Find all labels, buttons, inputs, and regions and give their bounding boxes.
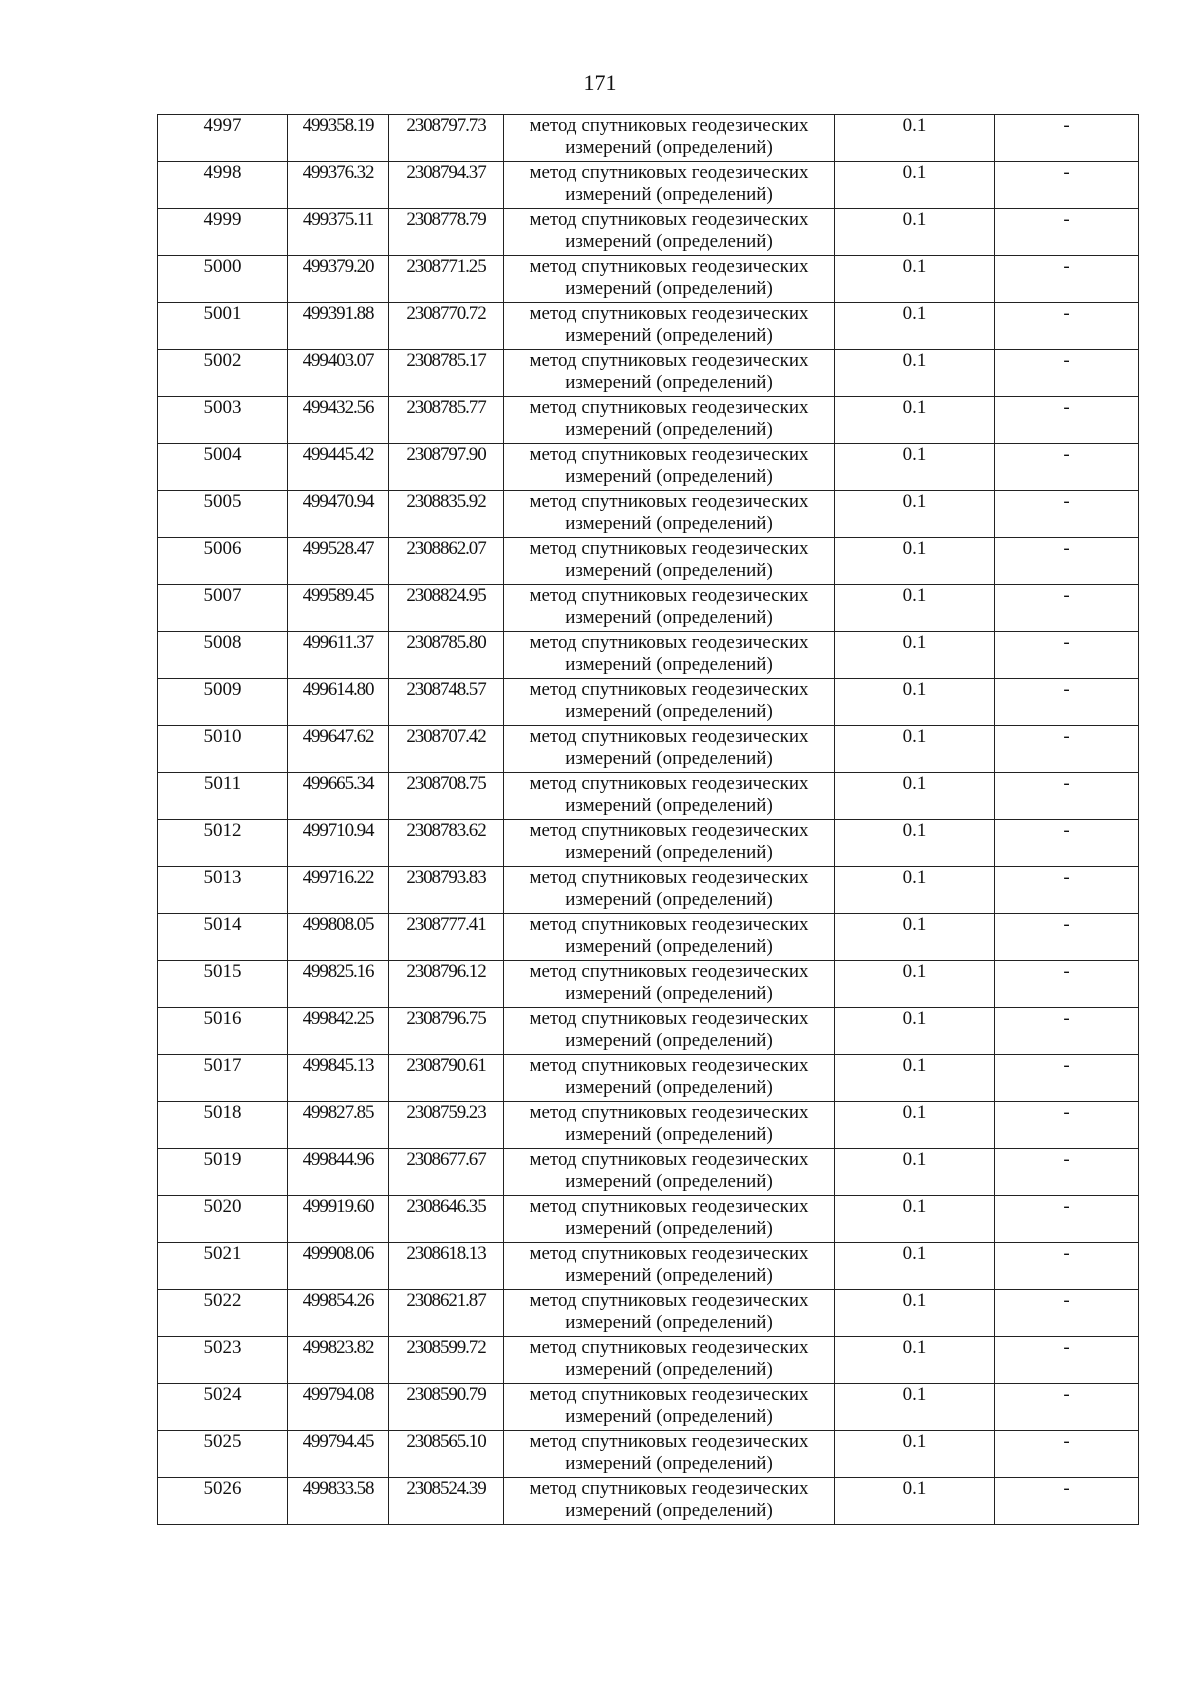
method-cell bbox=[504, 538, 835, 585]
x-coordinate-cell: 499919.60 bbox=[288, 1196, 389, 1243]
point-number-cell: 5016 bbox=[158, 1008, 288, 1055]
accuracy-cell: 0.1 bbox=[835, 397, 995, 444]
accuracy-cell: 0.1 bbox=[835, 1290, 995, 1337]
y-coordinate-cell: 2308708.75 bbox=[389, 773, 504, 820]
point-number-cell: 5020 bbox=[158, 1196, 288, 1243]
method-cell bbox=[504, 1102, 835, 1149]
method-line-1: метод спутниковых геодезических bbox=[529, 585, 809, 606]
y-coordinate-cell: 2308677.67 bbox=[389, 1149, 504, 1196]
method-cell bbox=[504, 256, 835, 303]
extra-cell: - bbox=[995, 209, 1139, 256]
y-coordinate-cell: 2308621.87 bbox=[389, 1290, 504, 1337]
extra-cell: - bbox=[995, 914, 1139, 961]
y-coordinate-cell: 2308599.72 bbox=[389, 1337, 504, 1384]
point-number-cell: 4999 bbox=[158, 209, 288, 256]
extra-cell: - bbox=[995, 444, 1139, 491]
table-row bbox=[158, 773, 1139, 820]
accuracy-cell: 0.1 bbox=[835, 820, 995, 867]
point-number-cell: 5008 bbox=[158, 632, 288, 679]
accuracy-cell: 0.1 bbox=[835, 585, 995, 632]
method-line-1: метод спутниковых геодезических bbox=[529, 1478, 809, 1499]
method-line-2: измерений (определений) bbox=[565, 936, 773, 957]
method-line-2: измерений (определений) bbox=[565, 1312, 773, 1333]
method-line-1: метод спутниковых геодезических bbox=[529, 1008, 809, 1029]
accuracy-cell: 0.1 bbox=[835, 961, 995, 1008]
x-coordinate-cell: 499908.06 bbox=[288, 1243, 389, 1290]
extra-cell: - bbox=[995, 1478, 1139, 1525]
table-row bbox=[158, 397, 1139, 444]
point-number-cell: 5007 bbox=[158, 585, 288, 632]
accuracy-cell: 0.1 bbox=[835, 914, 995, 961]
table-row bbox=[158, 491, 1139, 538]
extra-cell: - bbox=[995, 1384, 1139, 1431]
extra-cell: - bbox=[995, 162, 1139, 209]
table-row bbox=[158, 1431, 1139, 1478]
extra-cell: - bbox=[995, 397, 1139, 444]
method-line-2: измерений (определений) bbox=[565, 983, 773, 1004]
method-cell bbox=[504, 585, 835, 632]
method-line-1: метод спутниковых геодезических bbox=[529, 1384, 809, 1405]
y-coordinate-cell: 2308771.25 bbox=[389, 256, 504, 303]
table-row bbox=[158, 209, 1139, 256]
method-line-1: метод спутниковых геодезических bbox=[529, 1149, 809, 1170]
extra-cell: - bbox=[995, 1102, 1139, 1149]
method-cell bbox=[504, 397, 835, 444]
method-line-2: измерений (определений) bbox=[565, 1359, 773, 1380]
extra-cell: - bbox=[995, 1196, 1139, 1243]
extra-cell: - bbox=[995, 1290, 1139, 1337]
method-line-1: метод спутниковых геодезических bbox=[529, 679, 809, 700]
y-coordinate-cell: 2308862.07 bbox=[389, 538, 504, 585]
y-coordinate-cell: 2308796.75 bbox=[389, 1008, 504, 1055]
method-line-1: метод спутниковых геодезических bbox=[529, 820, 809, 841]
method-line-2: измерений (определений) bbox=[565, 231, 773, 252]
extra-cell: - bbox=[995, 1337, 1139, 1384]
method-cell bbox=[504, 961, 835, 1008]
table-row bbox=[158, 1384, 1139, 1431]
method-cell bbox=[504, 444, 835, 491]
x-coordinate-cell: 499845.13 bbox=[288, 1055, 389, 1102]
method-cell bbox=[504, 773, 835, 820]
point-number-cell: 4998 bbox=[158, 162, 288, 209]
table-row bbox=[158, 256, 1139, 303]
method-line-1: метод спутниковых геодезических bbox=[529, 961, 809, 982]
accuracy-cell: 0.1 bbox=[835, 162, 995, 209]
point-number-cell: 4997 bbox=[158, 115, 288, 162]
point-number-cell: 5004 bbox=[158, 444, 288, 491]
x-coordinate-cell: 499842.25 bbox=[288, 1008, 389, 1055]
point-number-cell: 5014 bbox=[158, 914, 288, 961]
method-line-1: метод спутниковых геодезических bbox=[529, 115, 809, 136]
x-coordinate-cell: 499432.56 bbox=[288, 397, 389, 444]
point-number-cell: 5013 bbox=[158, 867, 288, 914]
extra-cell: - bbox=[995, 1149, 1139, 1196]
method-cell bbox=[504, 209, 835, 256]
point-number-cell: 5011 bbox=[158, 773, 288, 820]
x-coordinate-cell: 499445.42 bbox=[288, 444, 389, 491]
extra-cell: - bbox=[995, 538, 1139, 585]
accuracy-cell: 0.1 bbox=[835, 491, 995, 538]
y-coordinate-cell: 2308770.72 bbox=[389, 303, 504, 350]
method-line-1: метод спутниковых геодезических bbox=[529, 914, 809, 935]
x-coordinate-cell: 499825.16 bbox=[288, 961, 389, 1008]
table-row bbox=[158, 679, 1139, 726]
table-row bbox=[158, 1243, 1139, 1290]
method-cell bbox=[504, 491, 835, 538]
point-number-cell: 5021 bbox=[158, 1243, 288, 1290]
extra-cell: - bbox=[995, 585, 1139, 632]
table-body bbox=[158, 115, 1139, 1525]
x-coordinate-cell: 499528.47 bbox=[288, 538, 389, 585]
table-row bbox=[158, 1290, 1139, 1337]
x-coordinate-cell: 499611.37 bbox=[288, 632, 389, 679]
table-row bbox=[158, 961, 1139, 1008]
point-number-cell: 5009 bbox=[158, 679, 288, 726]
method-line-2: измерений (определений) bbox=[565, 795, 773, 816]
point-number-cell: 5010 bbox=[158, 726, 288, 773]
x-coordinate-cell: 499794.08 bbox=[288, 1384, 389, 1431]
method-line-1: метод спутниковых геодезических bbox=[529, 350, 809, 371]
extra-cell: - bbox=[995, 256, 1139, 303]
table-row bbox=[158, 115, 1139, 162]
method-line-2: измерений (определений) bbox=[565, 607, 773, 628]
accuracy-cell: 0.1 bbox=[835, 1196, 995, 1243]
extra-cell: - bbox=[995, 303, 1139, 350]
y-coordinate-cell: 2308618.13 bbox=[389, 1243, 504, 1290]
table-row bbox=[158, 1102, 1139, 1149]
method-line-2: измерений (определений) bbox=[565, 372, 773, 393]
accuracy-cell: 0.1 bbox=[835, 115, 995, 162]
method-line-2: измерений (определений) bbox=[565, 654, 773, 675]
method-line-2: измерений (определений) bbox=[565, 1406, 773, 1427]
point-number-cell: 5023 bbox=[158, 1337, 288, 1384]
table-row bbox=[158, 632, 1139, 679]
point-number-cell: 5024 bbox=[158, 1384, 288, 1431]
table-row bbox=[158, 303, 1139, 350]
point-number-cell: 5006 bbox=[158, 538, 288, 585]
table-row bbox=[158, 1478, 1139, 1525]
y-coordinate-cell: 2308835.92 bbox=[389, 491, 504, 538]
table-row bbox=[158, 1337, 1139, 1384]
method-cell bbox=[504, 679, 835, 726]
accuracy-cell: 0.1 bbox=[835, 726, 995, 773]
y-coordinate-cell: 2308748.57 bbox=[389, 679, 504, 726]
method-cell bbox=[504, 820, 835, 867]
method-line-2: измерений (определений) bbox=[565, 748, 773, 769]
table-row bbox=[158, 538, 1139, 585]
extra-cell: - bbox=[995, 1008, 1139, 1055]
x-coordinate-cell: 499823.82 bbox=[288, 1337, 389, 1384]
accuracy-cell: 0.1 bbox=[835, 444, 995, 491]
point-number-cell: 5026 bbox=[158, 1478, 288, 1525]
point-number-cell: 5017 bbox=[158, 1055, 288, 1102]
page-number: 171 bbox=[583, 70, 617, 95]
accuracy-cell: 0.1 bbox=[835, 1384, 995, 1431]
y-coordinate-cell: 2308785.80 bbox=[389, 632, 504, 679]
method-line-1: метод спутниковых геодезических bbox=[529, 303, 809, 324]
extra-cell: - bbox=[995, 726, 1139, 773]
accuracy-cell: 0.1 bbox=[835, 1431, 995, 1478]
extra-cell: - bbox=[995, 350, 1139, 397]
table-row bbox=[158, 162, 1139, 209]
x-coordinate-cell: 499358.19 bbox=[288, 115, 389, 162]
method-line-2: измерений (определений) bbox=[565, 1030, 773, 1051]
accuracy-cell: 0.1 bbox=[835, 303, 995, 350]
x-coordinate-cell: 499808.05 bbox=[288, 914, 389, 961]
point-number-cell: 5005 bbox=[158, 491, 288, 538]
method-line-1: метод спутниковых геодезических bbox=[529, 538, 809, 559]
x-coordinate-cell: 499665.34 bbox=[288, 773, 389, 820]
x-coordinate-cell: 499710.94 bbox=[288, 820, 389, 867]
accuracy-cell: 0.1 bbox=[835, 632, 995, 679]
x-coordinate-cell: 499375.11 bbox=[288, 209, 389, 256]
y-coordinate-cell: 2308824.95 bbox=[389, 585, 504, 632]
method-line-2: измерений (определений) bbox=[565, 1171, 773, 1192]
table-row bbox=[158, 914, 1139, 961]
x-coordinate-cell: 499614.80 bbox=[288, 679, 389, 726]
table-row bbox=[158, 1196, 1139, 1243]
x-coordinate-cell: 499833.58 bbox=[288, 1478, 389, 1525]
table-row bbox=[158, 867, 1139, 914]
y-coordinate-cell: 2308785.17 bbox=[389, 350, 504, 397]
method-cell bbox=[504, 115, 835, 162]
x-coordinate-cell: 499827.85 bbox=[288, 1102, 389, 1149]
method-line-2: измерений (определений) bbox=[565, 466, 773, 487]
x-coordinate-cell: 499716.22 bbox=[288, 867, 389, 914]
accuracy-cell: 0.1 bbox=[835, 1337, 995, 1384]
accuracy-cell: 0.1 bbox=[835, 350, 995, 397]
extra-cell: - bbox=[995, 773, 1139, 820]
x-coordinate-cell: 499470.94 bbox=[288, 491, 389, 538]
method-line-1: метод спутниковых геодезических bbox=[529, 1196, 809, 1217]
extra-cell: - bbox=[995, 1055, 1139, 1102]
method-line-1: метод спутниковых геодезических bbox=[529, 867, 809, 888]
x-coordinate-cell: 499589.45 bbox=[288, 585, 389, 632]
method-line-2: измерений (определений) bbox=[565, 1265, 773, 1286]
y-coordinate-cell: 2308797.90 bbox=[389, 444, 504, 491]
x-coordinate-cell: 499844.96 bbox=[288, 1149, 389, 1196]
point-number-cell: 5003 bbox=[158, 397, 288, 444]
method-line-2: измерений (определений) bbox=[565, 1500, 773, 1521]
coordinates-table bbox=[157, 114, 1139, 1525]
method-cell bbox=[504, 1290, 835, 1337]
accuracy-cell: 0.1 bbox=[835, 1055, 995, 1102]
method-line-1: метод спутниковых геодезических bbox=[529, 1243, 809, 1264]
accuracy-cell: 0.1 bbox=[835, 679, 995, 726]
y-coordinate-cell: 2308785.77 bbox=[389, 397, 504, 444]
point-number-cell: 5000 bbox=[158, 256, 288, 303]
method-line-2: измерений (определений) bbox=[565, 419, 773, 440]
method-line-1: метод спутниковых геодезических bbox=[529, 773, 809, 794]
method-line-2: измерений (определений) bbox=[565, 1077, 773, 1098]
method-cell bbox=[504, 726, 835, 773]
x-coordinate-cell: 499379.20 bbox=[288, 256, 389, 303]
method-line-1: метод спутниковых геодезических bbox=[529, 397, 809, 418]
y-coordinate-cell: 2308793.83 bbox=[389, 867, 504, 914]
y-coordinate-cell: 2308646.35 bbox=[389, 1196, 504, 1243]
method-cell bbox=[504, 1243, 835, 1290]
method-line-1: метод спутниковых геодезических bbox=[529, 491, 809, 512]
extra-cell: - bbox=[995, 115, 1139, 162]
point-number-cell: 5018 bbox=[158, 1102, 288, 1149]
method-cell bbox=[504, 1431, 835, 1478]
y-coordinate-cell: 2308707.42 bbox=[389, 726, 504, 773]
point-number-cell: 5015 bbox=[158, 961, 288, 1008]
method-cell bbox=[504, 1196, 835, 1243]
point-number-cell: 5012 bbox=[158, 820, 288, 867]
extra-cell: - bbox=[995, 679, 1139, 726]
method-line-2: измерений (определений) bbox=[565, 701, 773, 722]
accuracy-cell: 0.1 bbox=[835, 209, 995, 256]
table-row bbox=[158, 820, 1139, 867]
method-cell bbox=[504, 1478, 835, 1525]
method-line-1: метод спутниковых геодезических bbox=[529, 632, 809, 653]
extra-cell: - bbox=[995, 632, 1139, 679]
extra-cell: - bbox=[995, 491, 1139, 538]
extra-cell: - bbox=[995, 961, 1139, 1008]
method-line-1: метод спутниковых геодезических bbox=[529, 444, 809, 465]
method-cell bbox=[504, 1384, 835, 1431]
method-cell bbox=[504, 867, 835, 914]
extra-cell: - bbox=[995, 1431, 1139, 1478]
method-line-1: метод спутниковых геодезических bbox=[529, 1290, 809, 1311]
method-line-2: измерений (определений) bbox=[565, 560, 773, 581]
method-line-2: измерений (определений) bbox=[565, 278, 773, 299]
method-cell bbox=[504, 1149, 835, 1196]
x-coordinate-cell: 499647.62 bbox=[288, 726, 389, 773]
accuracy-cell: 0.1 bbox=[835, 1243, 995, 1290]
method-line-1: метод спутниковых геодезических bbox=[529, 256, 809, 277]
y-coordinate-cell: 2308777.41 bbox=[389, 914, 504, 961]
method-line-2: измерений (определений) bbox=[565, 1124, 773, 1145]
method-cell bbox=[504, 303, 835, 350]
method-line-1: метод спутниковых геодезических bbox=[529, 1055, 809, 1076]
accuracy-cell: 0.1 bbox=[835, 1149, 995, 1196]
y-coordinate-cell: 2308796.12 bbox=[389, 961, 504, 1008]
point-number-cell: 5002 bbox=[158, 350, 288, 397]
accuracy-cell: 0.1 bbox=[835, 867, 995, 914]
accuracy-cell: 0.1 bbox=[835, 538, 995, 585]
method-cell bbox=[504, 350, 835, 397]
x-coordinate-cell: 499794.45 bbox=[288, 1431, 389, 1478]
y-coordinate-cell: 2308524.39 bbox=[389, 1478, 504, 1525]
table-row bbox=[158, 1055, 1139, 1102]
y-coordinate-cell: 2308790.61 bbox=[389, 1055, 504, 1102]
extra-cell: - bbox=[995, 1243, 1139, 1290]
y-coordinate-cell: 2308797.73 bbox=[389, 115, 504, 162]
method-line-1: метод спутниковых геодезических bbox=[529, 1337, 809, 1358]
y-coordinate-cell: 2308783.62 bbox=[389, 820, 504, 867]
point-number-cell: 5022 bbox=[158, 1290, 288, 1337]
method-cell bbox=[504, 632, 835, 679]
accuracy-cell: 0.1 bbox=[835, 1102, 995, 1149]
accuracy-cell: 0.1 bbox=[835, 1008, 995, 1055]
y-coordinate-cell: 2308794.37 bbox=[389, 162, 504, 209]
point-number-cell: 5019 bbox=[158, 1149, 288, 1196]
y-coordinate-cell: 2308759.23 bbox=[389, 1102, 504, 1149]
table-row bbox=[158, 1149, 1139, 1196]
point-number-cell: 5025 bbox=[158, 1431, 288, 1478]
accuracy-cell: 0.1 bbox=[835, 773, 995, 820]
method-line-2: измерений (определений) bbox=[565, 137, 773, 158]
x-coordinate-cell: 499854.26 bbox=[288, 1290, 389, 1337]
y-coordinate-cell: 2308778.79 bbox=[389, 209, 504, 256]
y-coordinate-cell: 2308590.79 bbox=[389, 1384, 504, 1431]
table-row bbox=[158, 1008, 1139, 1055]
table-row bbox=[158, 350, 1139, 397]
x-coordinate-cell: 499391.88 bbox=[288, 303, 389, 350]
method-line-1: метод спутниковых геодезических bbox=[529, 1431, 809, 1452]
method-cell bbox=[504, 1055, 835, 1102]
y-coordinate-cell: 2308565.10 bbox=[389, 1431, 504, 1478]
method-line-2: измерений (определений) bbox=[565, 889, 773, 910]
accuracy-cell: 0.1 bbox=[835, 1478, 995, 1525]
x-coordinate-cell: 499376.32 bbox=[288, 162, 389, 209]
extra-cell: - bbox=[995, 867, 1139, 914]
table-row bbox=[158, 444, 1139, 491]
method-cell bbox=[504, 1008, 835, 1055]
method-line-2: измерений (определений) bbox=[565, 1453, 773, 1474]
method-line-2: измерений (определений) bbox=[565, 184, 773, 205]
method-line-1: метод спутниковых геодезических bbox=[529, 162, 809, 183]
table-row bbox=[158, 726, 1139, 773]
method-line-1: метод спутниковых геодезических bbox=[529, 209, 809, 230]
method-line-2: измерений (определений) bbox=[565, 1218, 773, 1239]
method-cell bbox=[504, 162, 835, 209]
method-line-1: метод спутниковых геодезических bbox=[529, 726, 809, 747]
method-line-2: измерений (определений) bbox=[565, 325, 773, 346]
x-coordinate-cell: 499403.07 bbox=[288, 350, 389, 397]
accuracy-cell: 0.1 bbox=[835, 256, 995, 303]
extra-cell: - bbox=[995, 820, 1139, 867]
method-cell bbox=[504, 914, 835, 961]
method-cell bbox=[504, 1337, 835, 1384]
point-number-cell: 5001 bbox=[158, 303, 288, 350]
method-line-1: метод спутниковых геодезических bbox=[529, 1102, 809, 1123]
method-line-2: измерений (определений) bbox=[565, 513, 773, 534]
method-line-2: измерений (определений) bbox=[565, 842, 773, 863]
table-row bbox=[158, 585, 1139, 632]
